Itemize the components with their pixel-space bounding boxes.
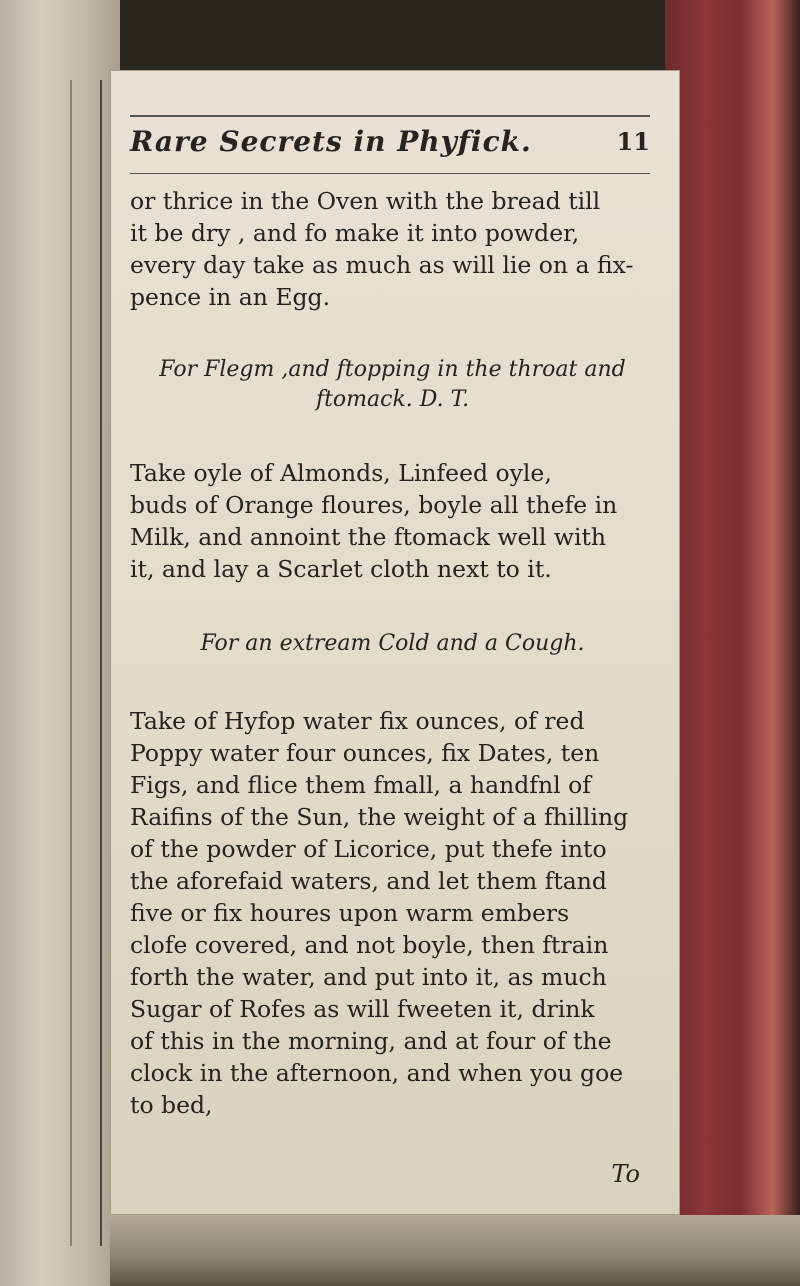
recipe-paragraph-flegm: Take oyle of Almonds, Linfeed oyle, buds of Orange floures, boyle all thefe in Milk, and annoint the ftomack well with it, and lay a Scarlet cloth next to it. xyxy=(130,459,618,583)
catchword: To xyxy=(611,1160,640,1188)
recipe-heading-flegm: For Flegm ,and ftopping in the throat and ftomack. D. T. xyxy=(159,357,626,412)
book-page xyxy=(110,70,680,1215)
adjacent-page-edge xyxy=(0,0,120,1286)
page-number: 11 xyxy=(616,127,650,156)
page-gutter-line xyxy=(100,80,102,1246)
recipe-paragraph-cough: Take of Hyfop water fix ounces, of red Poppy water four ounces, fix Dates, ten Figs, and flice them fmall, a handfnl of Raifins of the Sun, the weight of a fhilling of the powder of Licorice, put thefe into the aforefaid waters, and let them ftand five or fix houres upon warm embers clofe covered, and not boyle, then ftrain forth the water, and put into it, as much Sugar of Rofes as will fweeten it, drink of this in the morning, and at four of the clock in the afternoon, and when you goe to bed, xyxy=(130,707,629,1119)
running-header xyxy=(110,115,680,175)
book-cover-edge xyxy=(665,0,800,1286)
header-rule xyxy=(130,173,650,174)
recipe-heading-cough: For an extream Cold and a Cough. xyxy=(200,631,585,656)
running-title: Rare Secrets in Phyfick. xyxy=(130,125,532,158)
page-body xyxy=(130,185,655,1121)
header-rule xyxy=(130,115,650,117)
page-gutter-line xyxy=(70,80,72,1246)
paragraph-continuation: or thrice in the Oven with the bread till it be dry , and fo make it into powder, every day take as much as will lie on a fix- pence in an Egg. xyxy=(130,187,634,311)
page-bottom-edge xyxy=(110,1215,800,1286)
